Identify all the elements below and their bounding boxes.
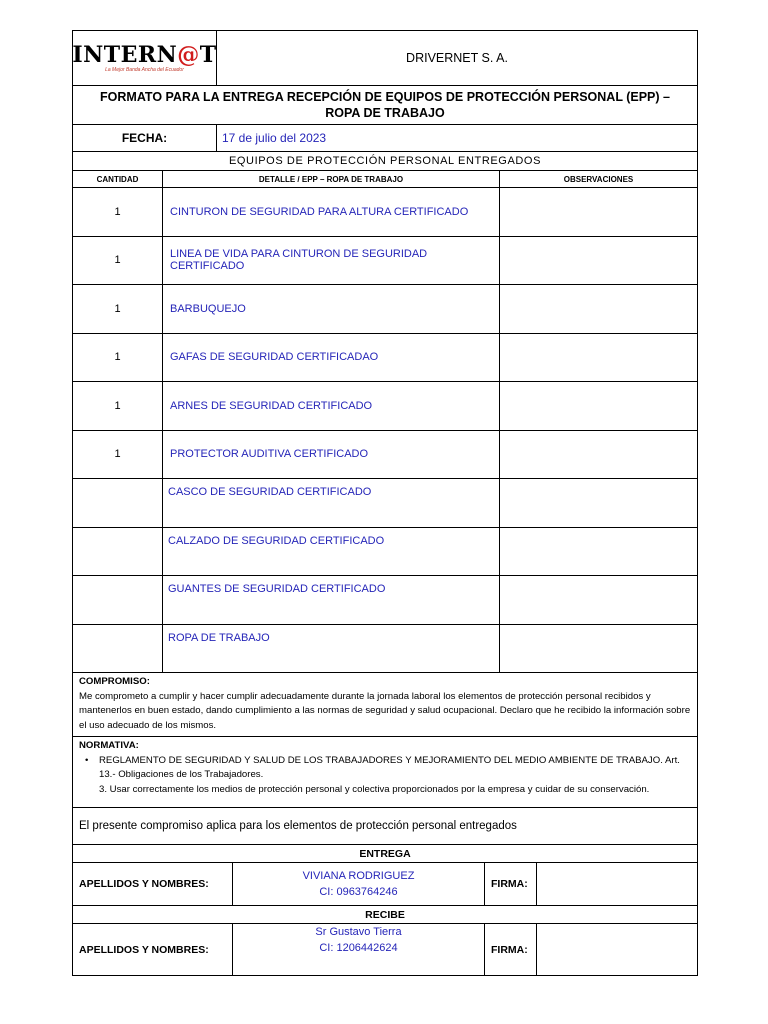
- form-frame: [72, 30, 698, 976]
- company-name: DRIVERNET S. A.: [216, 31, 697, 85]
- date-row: [73, 124, 697, 151]
- item-detail: LINEA DE VIDA PARA CINTURON DE SEGURIDAD CERTIFICADO: [162, 237, 499, 285]
- item-observations: [499, 576, 697, 624]
- delivery-id: CI: 0963764246: [319, 886, 398, 898]
- item-quantity: 1: [114, 448, 121, 461]
- item-detail: GUANTES DE SEGURIDAD CERTIFICADO: [162, 576, 499, 624]
- item-detail: BARBUQUEJO: [162, 285, 499, 333]
- item-observations: [499, 382, 697, 430]
- item-detail: CASCO DE SEGURIDAD CERTIFICADO: [162, 479, 499, 527]
- regulation-label: NORMATIVA:: [79, 740, 139, 751]
- logo-wordmark: INTERN@T: [72, 41, 217, 68]
- table-row: [73, 187, 697, 236]
- applies-text: El presente compromiso aplica para los elementos de protección personal entregados: [79, 820, 517, 832]
- applies-row: [73, 807, 697, 844]
- date-value: 17 de julio del 2023: [216, 125, 697, 151]
- item-observations: [499, 285, 697, 333]
- item-observations: [499, 528, 697, 576]
- column-header-row: [73, 170, 697, 187]
- item-observations: [499, 431, 697, 479]
- item-observations: [499, 479, 697, 527]
- commitment-block: [73, 673, 697, 736]
- item-observations: [499, 334, 697, 382]
- section-title: EQUIPOS DE PROTECCIÓN PERSONAL ENTREGADOS: [228, 155, 542, 167]
- regulation-block: [73, 737, 697, 807]
- receipt-heading: RECIBE: [365, 908, 405, 921]
- section-title-row: [73, 151, 697, 170]
- table-row: [73, 624, 697, 673]
- company-logo: [73, 31, 216, 85]
- delivery-name: VIVIANA RODRIGUEZ: [302, 870, 415, 882]
- date-label: FECHA:: [121, 131, 168, 145]
- receipt-row: [73, 923, 697, 975]
- item-observations: [499, 188, 697, 236]
- delivery-signature-field[interactable]: [536, 863, 697, 905]
- receipt-person: [232, 924, 484, 975]
- delivery-row: [73, 862, 697, 905]
- commitment-row: [73, 672, 697, 736]
- title-row: [73, 85, 697, 124]
- table-row: [73, 333, 697, 382]
- table-row: [73, 381, 697, 430]
- delivery-heading: ENTREGA: [359, 847, 411, 860]
- item-detail: PROTECTOR AUDITIVA CERTIFICADO: [162, 431, 499, 479]
- item-quantity: [73, 576, 162, 624]
- item-quantity: 1: [114, 302, 121, 315]
- item-quantity: 1: [114, 351, 121, 364]
- receipt-signature-label: FIRMA:: [484, 924, 536, 975]
- item-detail: CALZADO DE SEGURIDAD CERTIFICADO: [162, 528, 499, 576]
- column-header-quantity: CANTIDAD: [96, 174, 139, 184]
- receipt-name-label: APELLIDOS Y NOMBRES:: [79, 943, 209, 956]
- column-header-detail: DETALLE / EPP – ROPA DE TRABAJO: [162, 171, 499, 187]
- item-quantity: 1: [114, 254, 121, 267]
- delivery-heading-row: [73, 844, 697, 862]
- commitment-label: COMPROMISO:: [79, 676, 150, 687]
- regulation-point: 3. Usar correctamente los medios de protección personal y colectiva proporcionados por la empresa y cuidar de su conservación.: [99, 783, 650, 795]
- receipt-signature-field[interactable]: [536, 924, 697, 975]
- logo-tagline: La Mejor Banda Ancha del Ecuador: [105, 66, 184, 73]
- delivery-name-label: APELLIDOS Y NOMBRES:: [79, 878, 209, 890]
- delivery-signature-label: FIRMA:: [484, 863, 536, 905]
- table-row: [73, 284, 697, 333]
- document-title: FORMATO PARA LA ENTREGA RECEPCIÓN DE EQUIPOS DE PROTECCIÓN PERSONAL (EPP) – ROPA DE TRABAJO: [100, 90, 670, 120]
- item-observations: [499, 625, 697, 673]
- regulation-bullet: • REGLAMENTO DE SEGURIDAD Y SALUD DE LOS TRABAJADORES Y MEJORAMIENTO DEL MEDIO AMBIENTE DE TRABAJO. Art. 13.- Obligaciones de los Trabajadores.: [99, 754, 691, 783]
- regulation-row: [73, 736, 697, 807]
- commitment-text: Me comprometo a cumplir y hacer cumplir adecuadamente durante la jornada laboral los elementos de protección personal recibidos y mantenerlos en buen estado, dando cumplimiento a las normas de seguridad y salud ocupacional. Declaro que he recibido la información sobre el uso adecuado de los mismos.: [79, 690, 691, 731]
- item-quantity: 1: [114, 399, 121, 412]
- epp-delivery-form: [72, 30, 698, 976]
- receipt-id: CI: 1206442624: [319, 942, 398, 954]
- item-detail: ARNES DE SEGURIDAD CERTIFICADO: [162, 382, 499, 430]
- item-detail: GAFAS DE SEGURIDAD CERTIFICADAO: [162, 334, 499, 382]
- item-quantity: [73, 625, 162, 673]
- table-row: [73, 430, 697, 479]
- item-detail: CINTURON DE SEGURIDAD PARA ALTURA CERTIFICADO: [162, 188, 499, 236]
- item-quantity: 1: [114, 205, 121, 218]
- receipt-name: Sr Gustavo Tierra: [315, 926, 402, 938]
- item-observations: [499, 237, 697, 285]
- item-quantity: [73, 479, 162, 527]
- table-row: [73, 527, 697, 576]
- table-row: [73, 236, 697, 285]
- delivery-person: [232, 863, 484, 905]
- header-row: [73, 31, 697, 85]
- table-row: [73, 478, 697, 527]
- table-row: [73, 575, 697, 624]
- item-detail: ROPA DE TRABAJO: [162, 625, 499, 673]
- regulation-list: [79, 754, 691, 783]
- item-quantity: [73, 528, 162, 576]
- column-header-observations: OBSERVACIONES: [499, 171, 697, 187]
- receipt-heading-row: [73, 905, 697, 923]
